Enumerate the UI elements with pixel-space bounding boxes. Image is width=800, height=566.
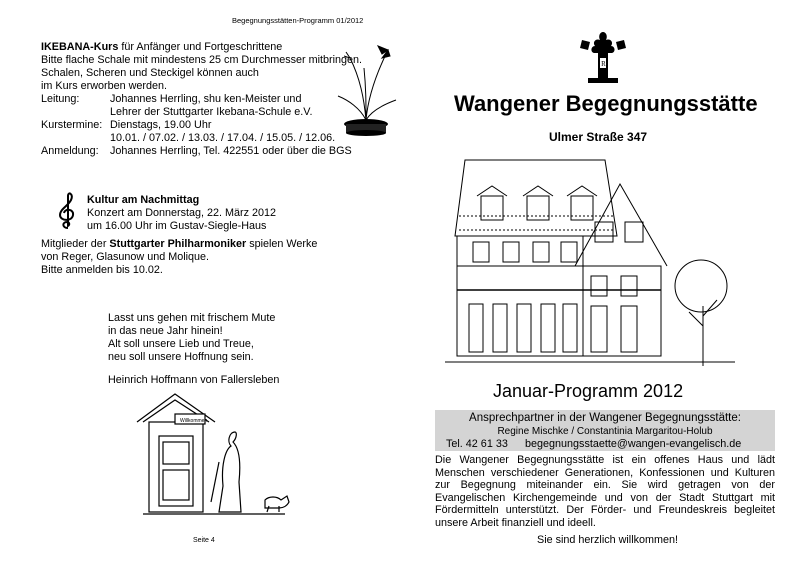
ikebana-title: IKEBANA-Kurs bbox=[41, 41, 119, 53]
contact-box bbox=[435, 410, 775, 451]
poem-author: Heinrich Hoffmann von Fallersleben bbox=[108, 374, 280, 386]
page-header: Begegnungsstätten-Programm 01/2012 bbox=[232, 16, 364, 25]
kurstermine-value-2: 10.01. / 07.02. / 13.03. / 17.04. / 15.05. / 12.06. bbox=[110, 132, 336, 144]
program-title: Januar-Programm 2012 bbox=[493, 381, 684, 401]
leitung-value-2: Lehrer der Stuttgarter Ikebana-Schule e.V. bbox=[110, 106, 313, 118]
doorway-cartoon-illustration bbox=[135, 392, 305, 522]
poem-line-1: Lasst uns gehen mit frischem Mute bbox=[108, 312, 276, 324]
kultur-orchestra: Stuttgarter Philharmoniker bbox=[109, 238, 247, 250]
leitung-label: Leitung: bbox=[41, 93, 80, 105]
begegnungsstaette-logo bbox=[578, 30, 628, 88]
anmeldung-value: Johannes Herrling, Tel. 422551 oder über die BGS bbox=[110, 145, 352, 157]
ikebana-line-1: Bitte flache Schale mit mindestens 25 cm Durchmesser mitbringen. bbox=[41, 54, 363, 66]
kurstermine-label: Kurstermine: bbox=[41, 119, 103, 131]
logo-letter: R bbox=[601, 60, 606, 68]
anmeldung-row bbox=[41, 145, 361, 158]
treble-clef-icon bbox=[56, 192, 78, 230]
ikebana-line-2: Schalen, Scheren und Steckigel können auch bbox=[41, 67, 259, 79]
site-address: Ulmer Straße 347 bbox=[549, 130, 648, 144]
site-title: Wangener Begegnungsstätte bbox=[454, 91, 758, 116]
welcome-sign-text: Willkommen bbox=[180, 418, 208, 424]
contact-phone: Tel. 42 61 33 bbox=[446, 438, 508, 450]
page-number: Seite 4 bbox=[193, 537, 215, 544]
contact-email[interactable]: begegnungsstaette@wangen-evangelisch.de bbox=[525, 438, 742, 450]
kurstermine-value-1: Dienstags, 19.00 Uhr bbox=[110, 119, 212, 131]
leitung-row bbox=[41, 93, 361, 119]
ikebana-arrangement-illustration bbox=[330, 38, 402, 138]
kultur-p1-pre: Mitglieder der bbox=[41, 238, 110, 250]
welcome-text: Sie sind herzlich willkommen! bbox=[537, 534, 679, 546]
kultur-p1-post: spielen Werke bbox=[246, 238, 318, 250]
ikebana-title-rest: für Anfänger und Fortgeschrittene bbox=[118, 41, 283, 53]
poem-line-2: in das neue Jahr hinein! bbox=[108, 325, 223, 337]
poem-line-4: neu soll unsere Hoffnung sein. bbox=[108, 351, 254, 363]
kultur-paragraph-1 bbox=[41, 238, 317, 251]
contact-heading: Ansprechpartner in der Wangener Begegnungsstätte: bbox=[469, 412, 741, 424]
ikebana-title-line bbox=[41, 41, 282, 54]
kultur-title: Kultur am Nachmittag bbox=[87, 194, 200, 206]
description-paragraph: Die Wangener Begegnungsstätte ist ein offenes Haus und lädt Menschen verschiedener Generationen, Konfessionen und Kulturen zur Begegnung miteinander ein. Sie wird getragen von der Evangelischen Kirchengemeinde und von der Stadt Stuttgart mit Fördermitteln unterstützt. Der Förder- und Freundeskreis begleitet unsere Arbeit finanziell und ideell. bbox=[435, 454, 775, 529]
poem-line-3: Alt soll unsere Lieb und Treue, bbox=[108, 338, 254, 350]
leitung-value-1: Johannes Herrling, shu ken-Meister und bbox=[110, 93, 302, 105]
kultur-line-2: um 16.00 Uhr im Gustav-Siegle-Haus bbox=[87, 220, 267, 232]
kultur-paragraph-2: von Reger, Glasunow und Molique. bbox=[41, 251, 210, 263]
contact-names: Regine Mischke / Constantinia Margaritou-Holub bbox=[497, 426, 713, 437]
anmeldung-label: Anmeldung: bbox=[41, 145, 99, 157]
building-illustration bbox=[445, 156, 735, 371]
kurstermine-row bbox=[41, 119, 361, 145]
kultur-line-1: Konzert am Donnerstag, 22. März 2012 bbox=[87, 207, 277, 219]
kultur-paragraph-3: Bitte anmelden bis 10.02. bbox=[41, 264, 163, 276]
ikebana-line-3: im Kurs erworben werden. bbox=[41, 80, 168, 92]
